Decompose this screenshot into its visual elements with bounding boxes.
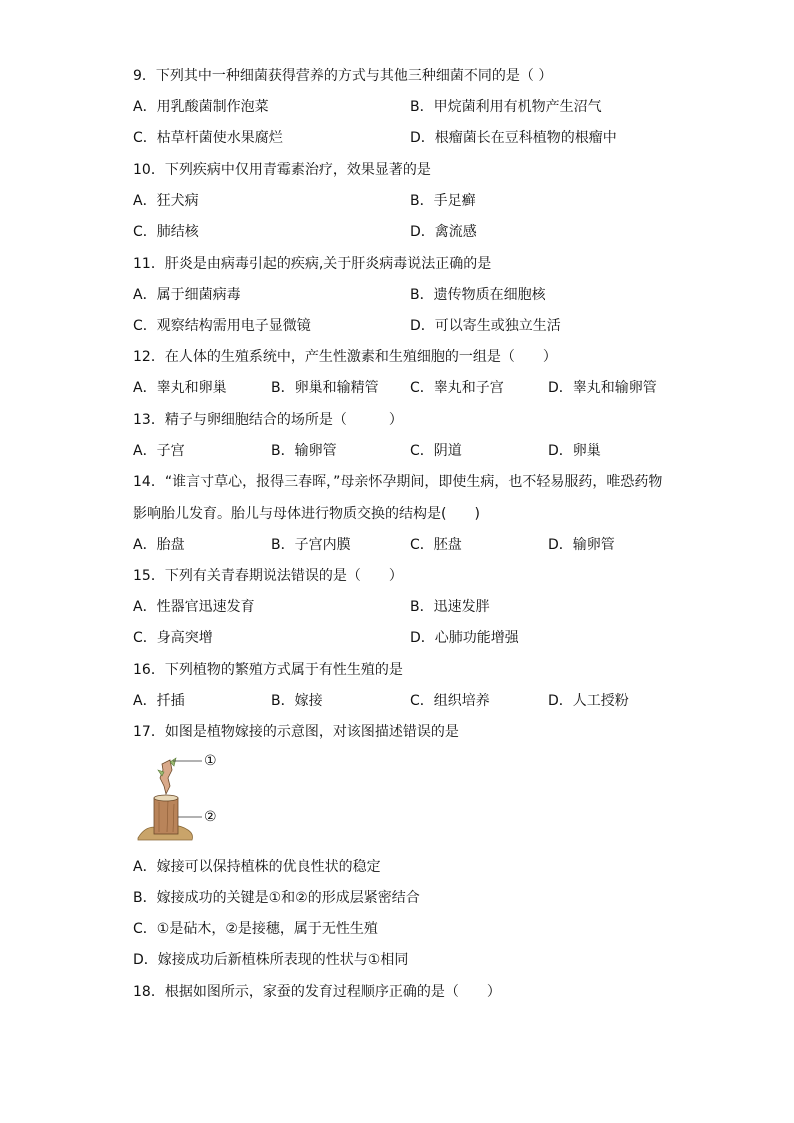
question-18-stem: 18．根据如图所示，家蚕的发育过程顺序正确的是（ ） <box>133 984 501 1000</box>
question-10-option-d: D．禽流感 <box>410 224 477 240</box>
question-15-option-c: C．身高突增 <box>133 630 213 646</box>
question-17-option-c: C．①是砧木，②是接穗，属于无性生殖 <box>133 921 378 937</box>
question-17-option-b: B．嫁接成功的关键是①和②的形成层紧密结合 <box>133 890 420 906</box>
question-13-option-b: B．输卵管 <box>271 443 337 459</box>
question-12-option-d: D．睾丸和输卵管 <box>548 380 657 396</box>
question-11-option-b: B．遗传物质在细胞核 <box>410 287 546 303</box>
question-17-option-a: A．嫁接可以保持植株的优良性状的稳定 <box>133 859 381 875</box>
question-11-stem: 11．肝炎是由病毒引起的疾病,关于肝炎病毒说法正确的是 <box>133 256 492 272</box>
question-14-option-a: A．胎盘 <box>133 537 185 553</box>
question-9-option-c: C．枯草杆菌使水果腐烂 <box>133 130 283 146</box>
question-10-option-b: B．手足癣 <box>410 193 476 209</box>
question-14-stem-line-2: 影响胎儿发育。胎儿与母体进行物质交换的结构是( ) <box>133 506 480 522</box>
question-16-option-c: C．组织培养 <box>410 693 490 709</box>
question-15-option-d: D．心肺功能增强 <box>410 630 519 646</box>
question-9-stem: 9．下列其中一种细菌获得营养的方式与其他三种细菌不同的是（ ） <box>133 68 553 84</box>
question-16-stem: 16．下列植物的繁殖方式属于有性生殖的是 <box>133 662 403 678</box>
question-10-option-c: C．肺结核 <box>133 224 199 240</box>
question-13-option-c: C．阴道 <box>410 443 462 459</box>
question-11-option-a: A．属于细菌病毒 <box>133 287 241 303</box>
question-12-stem: 12．在人体的生殖系统中，产生性激素和生殖细胞的一组是（ ） <box>133 349 557 365</box>
question-14-option-c: C．胚盘 <box>410 537 462 553</box>
question-15-stem: 15．下列有关青春期说法错误的是（ ） <box>133 568 403 584</box>
question-11-option-d: D．可以寄生或独立生活 <box>410 318 561 334</box>
question-9-option-d: D．根瘤菌长在豆科植物的根瘤中 <box>410 130 617 146</box>
question-12-option-c: C．睾丸和子宫 <box>410 380 504 396</box>
question-14-option-d: D．输卵管 <box>548 537 615 553</box>
question-13-option-d: D．卵巢 <box>548 443 601 459</box>
question-16-option-a: A．扦插 <box>133 693 185 709</box>
figure-label-scion: ① <box>204 753 217 769</box>
question-16-option-b: B．嫁接 <box>271 693 323 709</box>
question-9-option-b: B．甲烷菌利用有机物产生沼气 <box>410 99 602 115</box>
question-9-option-a: A．用乳酸菌制作泡菜 <box>133 99 269 115</box>
question-17-option-d: D．嫁接成功后新植株所表现的性状与①相同 <box>133 952 409 968</box>
question-17-stem: 17．如图是植物嫁接的示意图，对该图描述错误的是 <box>133 724 459 740</box>
question-15-option-b: B．迅速发胖 <box>410 599 490 615</box>
question-11-option-c: C．观察结构需用电子显微镜 <box>133 318 311 334</box>
grafting-diagram <box>136 752 226 844</box>
question-14-option-b: B．子宫内膜 <box>271 537 351 553</box>
figure-label-stock: ② <box>204 809 217 825</box>
question-12-option-b: B．卵巢和输精管 <box>271 380 379 396</box>
question-13-option-a: A．子宫 <box>133 443 185 459</box>
question-10-stem: 10．下列疾病中仅用青霉素治疗，效果显著的是 <box>133 162 431 178</box>
question-13-stem: 13．精子与卵细胞结合的场所是（ ） <box>133 412 403 428</box>
question-10-option-a: A．狂犬病 <box>133 193 199 209</box>
question-12-option-a: A．睾丸和卵巢 <box>133 380 227 396</box>
question-15-option-a: A．性器官迅速发育 <box>133 599 255 615</box>
question-16-option-d: D．人工授粉 <box>548 693 629 709</box>
question-14-stem-line-1: 14．“谁言寸草心，报得三春晖，”母亲怀孕期间，即使生病，也不轻易服药，唯恐药物 <box>133 474 663 490</box>
